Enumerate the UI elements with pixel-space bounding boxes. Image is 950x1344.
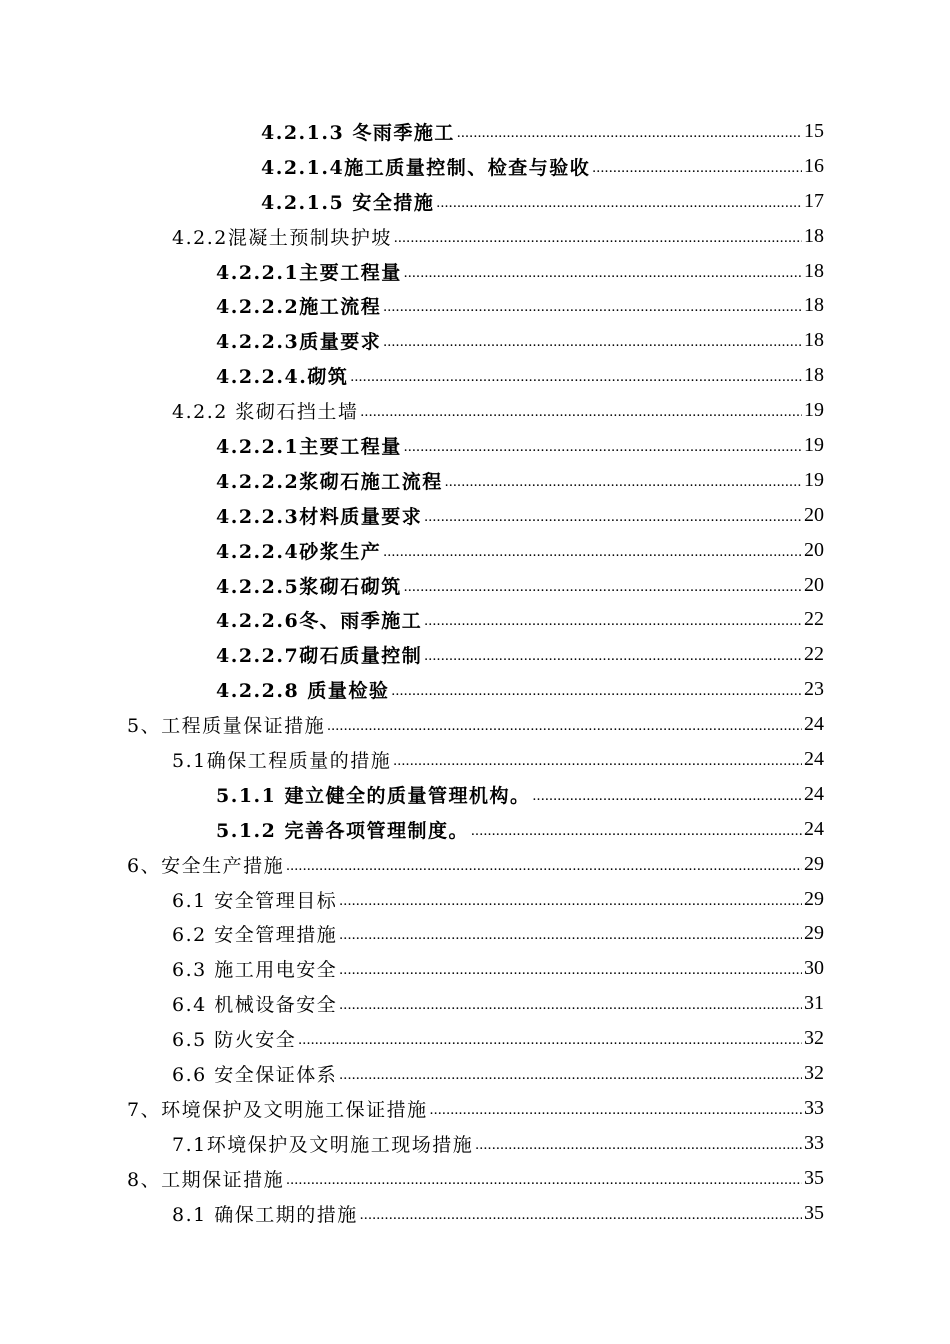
toc-dot-leader [339, 997, 802, 1014]
toc-dot-leader [404, 439, 802, 456]
toc-entry[interactable] [0, 1091, 950, 1126]
toc-entry[interactable] [0, 149, 950, 184]
toc-entry[interactable] [0, 428, 950, 463]
toc-entry-title: 4.2.2.2施工流程 [216, 296, 382, 319]
toc-entry-title: 4.2.2.4.砌筑 [216, 366, 349, 389]
toc-entry-title: 4.2.1.4施工质量控制、检查与验收 [261, 156, 591, 179]
toc-entry-title: 4.2.2.8 质量检验 [216, 680, 390, 703]
toc-dot-leader [424, 613, 802, 630]
toc-entry[interactable] [0, 1056, 950, 1091]
toc-entry[interactable] [0, 847, 950, 882]
toc-page-number: 17 [804, 189, 824, 212]
toc-dot-leader [457, 125, 802, 142]
toc-entry-title: 6.3 施工用电安全 [172, 959, 338, 982]
toc-entry[interactable] [0, 986, 950, 1021]
toc-page-number: 24 [804, 713, 824, 736]
toc-dot-leader [424, 648, 802, 665]
toc-entry-title: 7、环境保护及文明施工保证措施 [127, 1098, 428, 1121]
toc-entry[interactable] [0, 672, 950, 707]
toc-dot-leader [339, 1067, 802, 1084]
toc-entry[interactable] [0, 288, 950, 323]
toc-dot-leader [430, 1102, 802, 1119]
toc-entry[interactable] [0, 1196, 950, 1231]
toc-dot-leader [286, 858, 802, 875]
toc-entry[interactable] [0, 1021, 950, 1056]
toc-entry[interactable] [0, 882, 950, 917]
toc-entry-title: 4.2.2.2浆砌石施工流程 [216, 470, 443, 493]
toc-page-number: 19 [804, 468, 824, 491]
toc-entry[interactable] [0, 568, 950, 603]
toc-page-number: 31 [804, 992, 824, 1015]
toc-page-number: 29 [804, 887, 824, 910]
toc-entry-title: 4.2.2.3质量要求 [216, 331, 382, 354]
toc-dot-leader [298, 1032, 802, 1049]
toc-page-number: 32 [804, 1061, 824, 1084]
toc-entry[interactable] [0, 184, 950, 219]
toc-entry-title: 4.2.2.3材料质量要求 [216, 505, 423, 528]
toc-page-number: 19 [804, 433, 824, 456]
toc-entry-title: 6.6 安全保证体系 [172, 1063, 338, 1086]
toc-dot-leader [424, 509, 802, 526]
toc-entry-title: 6.4 机械设备安全 [172, 994, 338, 1017]
toc-entry[interactable] [0, 463, 950, 498]
toc-dot-leader [471, 823, 802, 840]
toc-entry[interactable] [0, 812, 950, 847]
toc-dot-leader [445, 474, 802, 491]
toc-page-number: 22 [804, 643, 824, 666]
toc-dot-leader [391, 683, 802, 700]
toc-entry[interactable] [0, 393, 950, 428]
toc-entry[interactable] [0, 358, 950, 393]
toc-page-number: 22 [804, 608, 824, 631]
toc-page-number: 18 [804, 259, 824, 282]
toc-entry-title: 5、工程质量保证措施 [127, 715, 326, 738]
toc-dot-leader [339, 893, 802, 910]
toc-entry-title: 4.2.1.3 冬雨季施工 [261, 121, 455, 144]
toc-page-number: 24 [804, 782, 824, 805]
toc-entry[interactable] [0, 1126, 950, 1161]
toc-entry[interactable] [0, 916, 950, 951]
toc-entry-title: 8.1 确保工期的措施 [172, 1203, 358, 1226]
toc-entry-title: 6.1 安全管理目标 [172, 889, 338, 912]
toc-entry[interactable] [0, 533, 950, 568]
toc-entry-title: 4.2.2.6冬、雨季施工 [216, 610, 423, 633]
toc-entry-title: 6、安全生产措施 [127, 854, 285, 877]
toc-entry[interactable] [0, 707, 950, 742]
toc-entry-title: 6.5 防火安全 [172, 1029, 297, 1052]
toc-entry-title: 4.2.2.5浆砌石砌筑 [216, 575, 402, 598]
toc-entry[interactable] [0, 742, 950, 777]
table-of-contents [0, 114, 950, 1231]
toc-entry-title: 4.2.2.4砂浆生产 [216, 540, 382, 563]
toc-page-number: 29 [804, 922, 824, 945]
toc-dot-leader [360, 404, 802, 421]
toc-dot-leader [404, 579, 802, 596]
toc-page-number: 35 [804, 1166, 824, 1189]
toc-dot-leader [592, 160, 802, 177]
toc-page-number: 15 [804, 119, 824, 142]
toc-entry-title: 4.2.2.7砌石质量控制 [216, 645, 423, 668]
toc-entry[interactable] [0, 777, 950, 812]
toc-dot-leader [533, 788, 802, 805]
toc-entry[interactable] [0, 1161, 950, 1196]
toc-entry[interactable] [0, 254, 950, 289]
toc-dot-leader [360, 1207, 802, 1224]
toc-page-number: 35 [804, 1201, 824, 1224]
toc-dot-leader [350, 369, 802, 386]
toc-entry-title: 5.1.1 建立健全的质量管理机构。 [216, 784, 531, 807]
toc-dot-leader [383, 334, 802, 351]
toc-entry-title: 4.2.2.1主要工程量 [216, 435, 402, 458]
toc-entry[interactable] [0, 323, 950, 358]
toc-page-number: 20 [804, 573, 824, 596]
toc-dot-leader [286, 1172, 802, 1189]
toc-page-number: 19 [804, 399, 824, 422]
toc-page-number: 33 [804, 1131, 824, 1154]
toc-entry[interactable] [0, 602, 950, 637]
toc-dot-leader [383, 299, 802, 316]
toc-dot-leader [404, 265, 802, 282]
toc-entry[interactable] [0, 498, 950, 533]
toc-entry[interactable] [0, 219, 950, 254]
toc-entry[interactable] [0, 114, 950, 149]
toc-entry-title: 4.2.2.1主要工程量 [216, 261, 402, 284]
toc-page-number: 23 [804, 678, 824, 701]
toc-dot-leader [339, 927, 802, 944]
toc-page-number: 18 [804, 294, 824, 317]
toc-page-number: 20 [804, 503, 824, 526]
toc-page-number: 32 [804, 1027, 824, 1050]
toc-dot-leader [436, 195, 802, 212]
toc-entry-title: 4.2.1.5 安全措施 [261, 191, 435, 214]
toc-dot-leader [394, 230, 802, 247]
toc-dot-leader [327, 718, 802, 735]
toc-page-number: 24 [804, 817, 824, 840]
toc-page-number: 33 [804, 1096, 824, 1119]
toc-page-number: 29 [804, 852, 824, 875]
toc-page-number: 30 [804, 957, 824, 980]
toc-dot-leader [383, 544, 802, 561]
toc-entry[interactable] [0, 951, 950, 986]
toc-entry-title: 5.1确保工程质量的措施 [172, 749, 392, 772]
toc-dot-leader [393, 753, 802, 770]
toc-entry-title: 7.1环境保护及文明施工现场措施 [172, 1133, 474, 1156]
toc-page-number: 18 [804, 364, 824, 387]
toc-page-number: 18 [804, 224, 824, 247]
toc-dot-leader [475, 1137, 802, 1154]
toc-entry-title: 4.2.2 浆砌石挡土墙 [172, 401, 359, 424]
toc-entry-title: 4.2.2混凝土预制块护坡 [172, 226, 392, 249]
toc-entry-title: 6.2 安全管理措施 [172, 924, 338, 947]
toc-page-number: 24 [804, 747, 824, 770]
toc-entry-title: 8、工期保证措施 [127, 1168, 285, 1191]
toc-entry-title: 5.1.2 完善各项管理制度。 [216, 819, 470, 842]
toc-page-number: 16 [804, 154, 824, 177]
toc-page-number: 20 [804, 538, 824, 561]
toc-page-number: 18 [804, 329, 824, 352]
toc-entry[interactable] [0, 637, 950, 672]
toc-dot-leader [339, 962, 802, 979]
